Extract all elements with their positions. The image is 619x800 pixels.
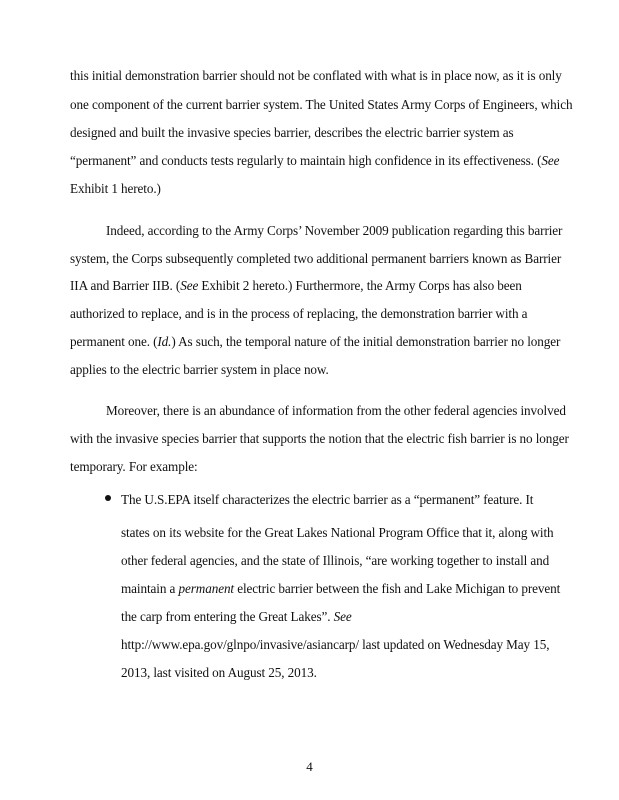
bullet-icon xyxy=(105,495,111,501)
paragraph-2-line-5: permanent one. (Id.) As such, the temporal nature of the initial demonstration barrier no longer xyxy=(70,334,561,349)
bullet-1-line-1: The U.S.EPA itself characterizes the electric barrier as a “permanent” feature. It xyxy=(121,492,534,507)
bullet-1-line-2: states on its website for the Great Lakes National Program Office that it, along with xyxy=(121,525,554,540)
citation-signal-see: See xyxy=(541,153,560,168)
paragraph-1-line-4: “permanent” and conducts tests regularly to maintain high confidence in its effectiveness. (See xyxy=(70,153,560,168)
paragraph-3-line-3: temporary. For example: xyxy=(70,459,198,474)
paragraph-1-line-1: this initial demonstration barrier should not be conflated with what is in place now, as it is only xyxy=(70,68,562,83)
paragraph-2-line-2: system, the Corps subsequently completed two additional permanent barriers known as Barrier xyxy=(70,251,562,266)
citation-signal-see: See xyxy=(333,609,352,624)
paragraph-2-line-1: Indeed, according to the Army Corps’ November 2009 publication regarding this barrier xyxy=(106,223,563,238)
paragraph-1-line-3: designed and built the invasive species barrier, describes the electric barrier system as xyxy=(70,125,514,140)
paragraph-3-line-2: with the invasive species barrier that supports the notion that the electric fish barrier is no longer xyxy=(70,431,569,446)
bullet-1-line-4: maintain a permanent electric barrier between the fish and Lake Michigan to prevent xyxy=(121,581,561,596)
paragraph-1-line-5: Exhibit 1 hereto.) xyxy=(70,181,161,196)
paragraph-2-line-4: authorized to replace, and is in the process of replacing, the demonstration barrier with a xyxy=(70,306,528,321)
bullet-1-line-7: 2013, last visited on August 25, 2013. xyxy=(121,665,317,680)
bullet-1-line-3: other federal agencies, and the state of Illinois, “are working together to install and xyxy=(121,553,550,568)
page-number: 4 xyxy=(306,759,313,774)
emphasis-permanent: permanent xyxy=(178,581,235,596)
bullet-1-url-line[interactable]: http://www.epa.gov/glnpo/invasive/asiancarp/ last updated on Wednesday May 15, xyxy=(121,637,550,652)
paragraph-3-line-1: Moreover, there is an abundance of information from the other federal agencies involved xyxy=(106,403,566,418)
citation-id: Id. xyxy=(157,334,172,349)
bullet-1-line-5: the carp from entering the Great Lakes”. See xyxy=(121,609,352,624)
paragraph-2-line-6: applies to the electric barrier system in place now. xyxy=(70,362,329,377)
citation-signal-see: See xyxy=(180,278,199,293)
paragraph-2-line-3: IIA and Barrier IIB. (See Exhibit 2 hereto.) Furthermore, the Army Corps has also been xyxy=(70,278,522,293)
paragraph-1-line-2: one component of the current barrier system. The United States Army Corps of Engineers, which xyxy=(70,97,573,112)
